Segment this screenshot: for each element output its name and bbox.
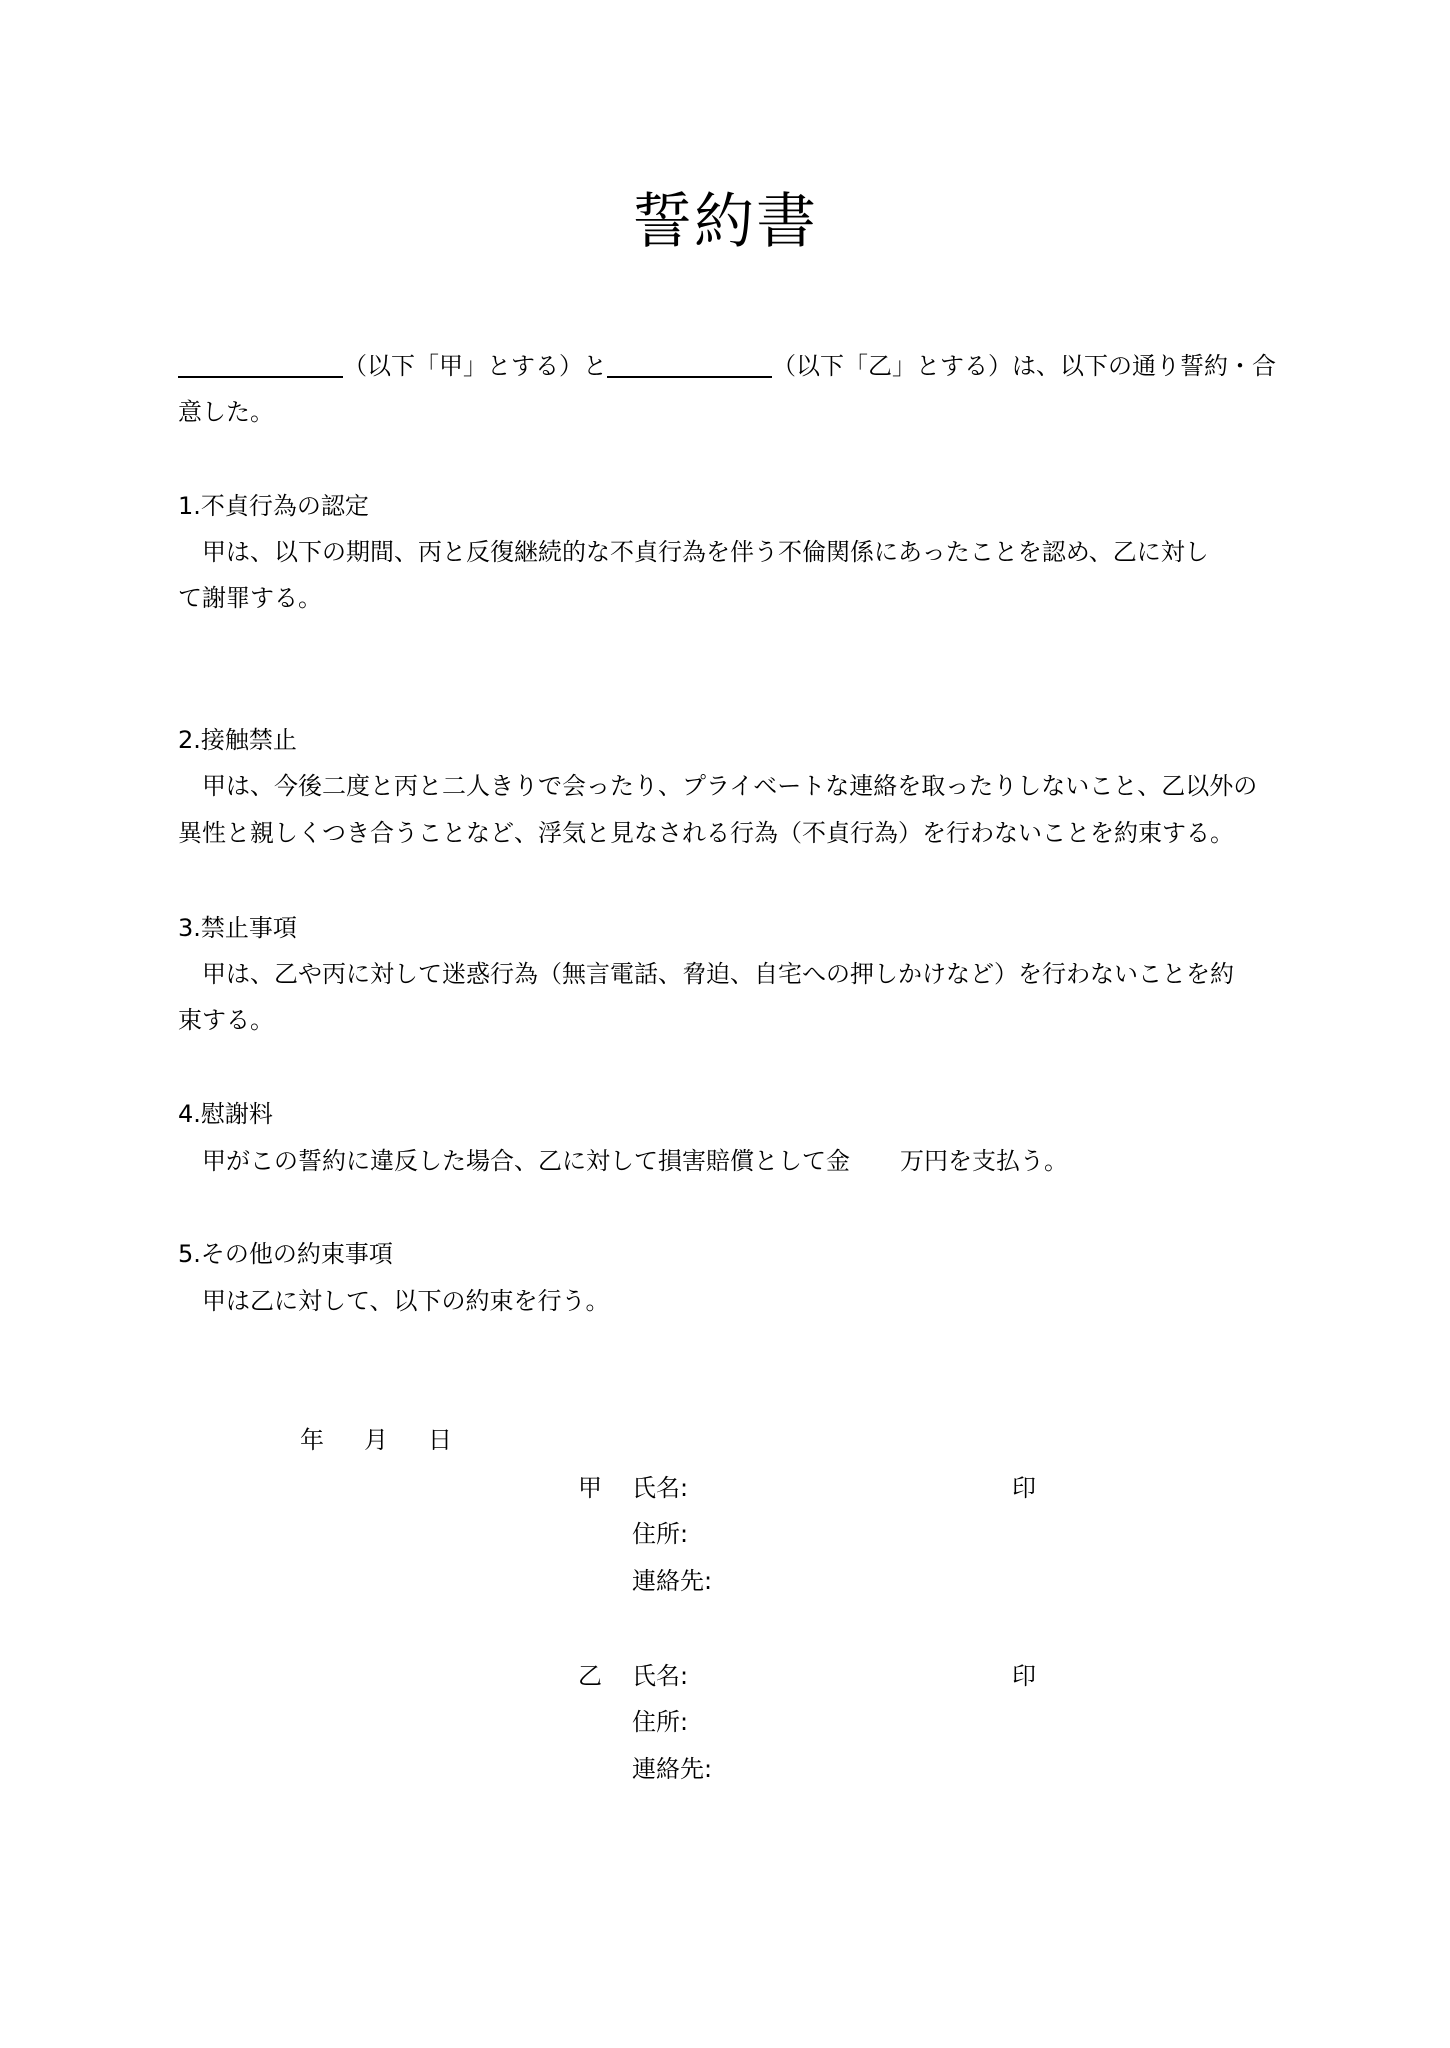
signatory-b-contact-label: 連絡先:	[632, 1755, 713, 1783]
intro-segment-1: （以下「甲」とする）と	[343, 352, 607, 380]
section-4-line-1	[178, 1145, 1068, 1177]
intro-segment-2: （以下「乙」とする）は、以下の通り誓約・合	[772, 352, 1276, 380]
signatory-a-party: 甲	[578, 1474, 602, 1502]
section-2-line-2: 異性と親しくつき合うことなど、浮気と見なされる行為（不貞行為）を行わないことを約束する。	[178, 819, 1234, 847]
section-1-heading: 1.不貞行為の認定	[178, 492, 369, 520]
section-2-heading: 2.接触禁止	[178, 726, 297, 754]
intro-line-2: 意した。	[178, 398, 274, 426]
signatory-b-name-label: 氏名:	[632, 1662, 689, 1690]
signatory-a-address-label: 住所:	[632, 1520, 689, 1548]
date-year-label: 年	[300, 1426, 324, 1454]
signatory-b-seal: 印	[1012, 1662, 1036, 1690]
section-3-line-2: 束する。	[178, 1006, 274, 1034]
section-5-heading: 5.その他の約束事項	[178, 1240, 393, 1268]
signatory-a-contact-label: 連絡先:	[632, 1567, 713, 1595]
section-5-line-1: 甲は乙に対して、以下の約束を行う。	[178, 1287, 610, 1315]
section-1-line-2: て謝罪する。	[178, 584, 322, 612]
section-4-text-before-amount: 甲がこの誓約に違反した場合、乙に対して損害賠償として金	[178, 1147, 850, 1175]
date-day-label: 日	[428, 1426, 452, 1454]
date-month-label: 月	[364, 1426, 388, 1454]
signatory-a-name-label: 氏名:	[632, 1474, 689, 1502]
section-3-line-1: 甲は、乙や丙に対して迷惑行為（無言電話、脅迫、自宅への押しかけなど）を行わないことを約	[178, 960, 1234, 988]
section-2-line-1: 甲は、今後二度と丙と二人きりで会ったり、プライベートな連絡を取ったりしないこと、乙以外の	[178, 772, 1258, 800]
document-title: 誓約書	[632, 187, 818, 257]
section-4-text-after-amount: 万円を支払う。	[900, 1147, 1068, 1175]
signatory-b-party: 乙	[578, 1662, 602, 1690]
intro-line-1	[178, 350, 1276, 382]
section-1-line-1: 甲は、以下の期間、丙と反復継続的な不貞行為を伴う不倫関係にあったことを認め、乙に対し	[178, 538, 1209, 566]
signatory-b-address-label: 住所:	[632, 1708, 689, 1736]
section-4-heading: 4.慰謝料	[178, 1100, 273, 1128]
party-b-name-blank	[607, 354, 772, 378]
party-a-name-blank	[178, 354, 343, 378]
signatory-a-seal: 印	[1012, 1474, 1036, 1502]
section-3-heading: 3.禁止事項	[178, 914, 297, 942]
